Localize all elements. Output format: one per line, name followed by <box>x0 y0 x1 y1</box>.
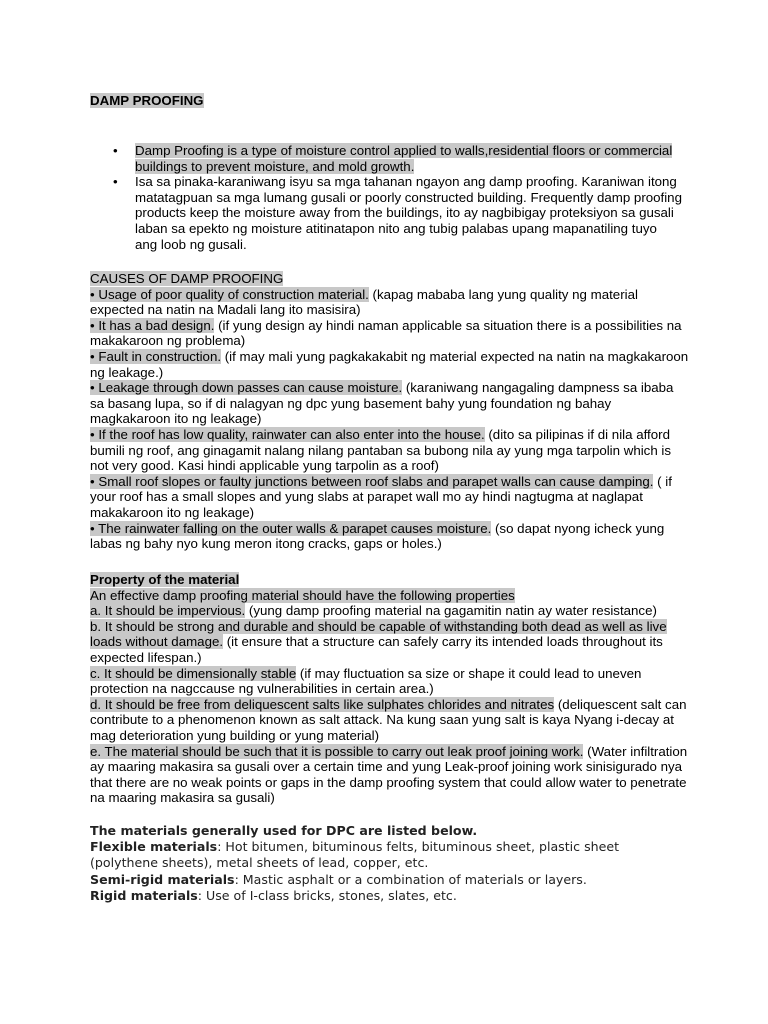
material-label: Semi-rigid materials <box>90 871 235 887</box>
cause-item <box>90 521 690 552</box>
cause-note: (if may mali yung pagkakakabit ng material expected na natin na magkakaroon ng leakage.) <box>90 348 689 380</box>
property-item <box>90 603 690 619</box>
material-text: : Mastic asphalt or a combination of materials or layers. <box>234 871 587 887</box>
property-note: (it ensure that a structure can safely carry its intended loads throughout its expected lifespan.) <box>90 634 663 665</box>
cause-highlight: • Small roof slopes or faulty junctions between roof slabs and parapet walls can cause damping. <box>90 473 654 489</box>
cause-note: (so dapat nyong icheck yung labas ng bahy nyo kung meron itong cracks, gaps or holes.) <box>90 520 665 552</box>
causes-heading-text: CAUSES OF DAMP PROOFING <box>90 271 284 286</box>
bullet-dot-icon: • <box>113 143 118 158</box>
material-text: : Hot bitumen, bituminous felts, bituminous sheet, plastic sheet (polythene sheets), metal sheets of lead, copper, etc. <box>90 839 620 871</box>
cause-item <box>90 287 690 318</box>
property-heading-text: Property of the material <box>90 572 240 587</box>
materials-heading <box>90 823 690 839</box>
material-item <box>90 872 690 888</box>
property-highlight: b. It should be strong and durable and should be capable of withstanding both dead as well as live loads without damage. <box>90 618 667 650</box>
cause-note: (karaniwang nangagaling dampness sa ibaba sa basang lupa, so if di nalagyan ng dpc yung basement bahy yung foundation ng bahay magkakaroon ito ng leakage) <box>90 380 674 427</box>
material-label: Rigid materials <box>90 887 198 903</box>
cause-item <box>90 349 690 380</box>
cause-highlight: • The rainwater falling on the outer walls & parapet causes moisture. <box>90 520 492 536</box>
bullet-dot-icon: • <box>113 174 118 190</box>
property-note: (yung damp proofing material na gagamitin natin ay water resistance) <box>245 603 657 619</box>
property-item <box>90 619 690 666</box>
cause-highlight: • Leakage through down passes can cause moisture. <box>90 380 403 396</box>
bullet-highlighted-text: Damp Proofing is a type of moisture control applied to walls,residential floors or commercial buildings to prevent moisture, and mold growth. <box>135 143 673 174</box>
intro-bullet-list <box>90 143 682 252</box>
material-label: Flexible materials <box>90 839 218 855</box>
property-note: (Water infiltration ay maaring makasira sa gusali over a certain time and yung Leak-proof joining work sinisigurado nya that there are no weak points or gaps in the damp proofing system that could allow water to penetrate na maaring makasira sa gusali) <box>90 743 688 806</box>
list-item <box>90 174 682 252</box>
cause-note: ( if your roof has a small slopes and yung slabs at parapet wall mo ay hindi nagtugma at naglapat makakaroon ito ng leakage) <box>90 473 672 520</box>
cause-note: (kapag mababa lang yung quality ng material expected na natin na Madali lang ito masisira) <box>90 286 638 318</box>
property-item <box>90 697 690 744</box>
document-title <box>90 93 204 109</box>
property-highlight: d. It should be free from deliquescent salts like sulphates chlorides and nitrates <box>90 696 555 712</box>
cause-item <box>90 380 690 427</box>
cause-item <box>90 474 690 521</box>
cause-highlight: • If the roof has low quality, rainwater can also enter into the house. <box>90 426 485 442</box>
bullet-text: Isa sa pinaka-karaniwang isyu sa mga tahanan ngayon ang damp proofing. Karaniwan itong matatagpuan sa mga lumang gusali or poorly constructed building. Frequently damp proofing products keep the moisture away from the buildings, ito ay nagbibigay proteksiyon sa gusali laban sa epekto ng moisture atitinatapon nito ang tubig palabas upang mapanatiling tuyo ang loob ng gusali. <box>135 174 682 252</box>
property-item <box>90 744 690 806</box>
property-highlight: a. It should be impervious. <box>90 603 246 619</box>
property-item <box>90 666 690 697</box>
materials-heading-text: The materials generally used for DPC are listed below. <box>90 823 478 838</box>
cause-item <box>90 427 690 474</box>
document-title-text: DAMP PROOFING <box>90 93 204 108</box>
property-note: (deliquescent salt can contribute to a phenomenon known as salt attack. Na kung saan yung salt is kaya Nyang i-decay at mag deterioration yung building or yung material) <box>90 696 687 743</box>
property-intro-text: An effective damp proofing material should have the following properties <box>90 587 515 603</box>
cause-highlight: • Fault in construction. <box>90 348 222 364</box>
property-intro <box>90 588 690 604</box>
causes-section <box>90 271 690 552</box>
property-highlight: e. The material should be such that it is possible to carry out leak proof joining work. <box>90 743 584 759</box>
property-heading <box>90 572 690 588</box>
cause-highlight: • Usage of poor quality of construction material. <box>90 286 369 302</box>
property-section <box>90 572 690 806</box>
list-item <box>90 143 682 174</box>
property-highlight: c. It should be dimensionally stable <box>90 665 297 681</box>
cause-note: (if yung design ay hindi naman applicable sa situation there is a possibilities na makakaroon ng problema) <box>90 317 682 349</box>
material-item <box>90 839 690 871</box>
cause-note: (dito sa pilipinas if di nila afford bumili ng roof, ang ginagamit nalang nilang pantaban sa bubong nila ay yung mga tarpolin which is not very good. Kasi hindi applicable yung tarpolin as a roof) <box>90 426 672 474</box>
causes-heading <box>90 271 690 287</box>
material-text: : Use of I-class bricks, stones, slates, etc. <box>197 887 457 903</box>
property-note: (if may fluctuation sa size or shape it could lead to uneven protection na nagccause ng vulnerabilities in certain area.) <box>90 665 642 697</box>
cause-item <box>90 318 690 349</box>
materials-section <box>90 823 690 904</box>
cause-highlight: • It has a bad design. <box>90 317 215 333</box>
material-item <box>90 888 690 904</box>
